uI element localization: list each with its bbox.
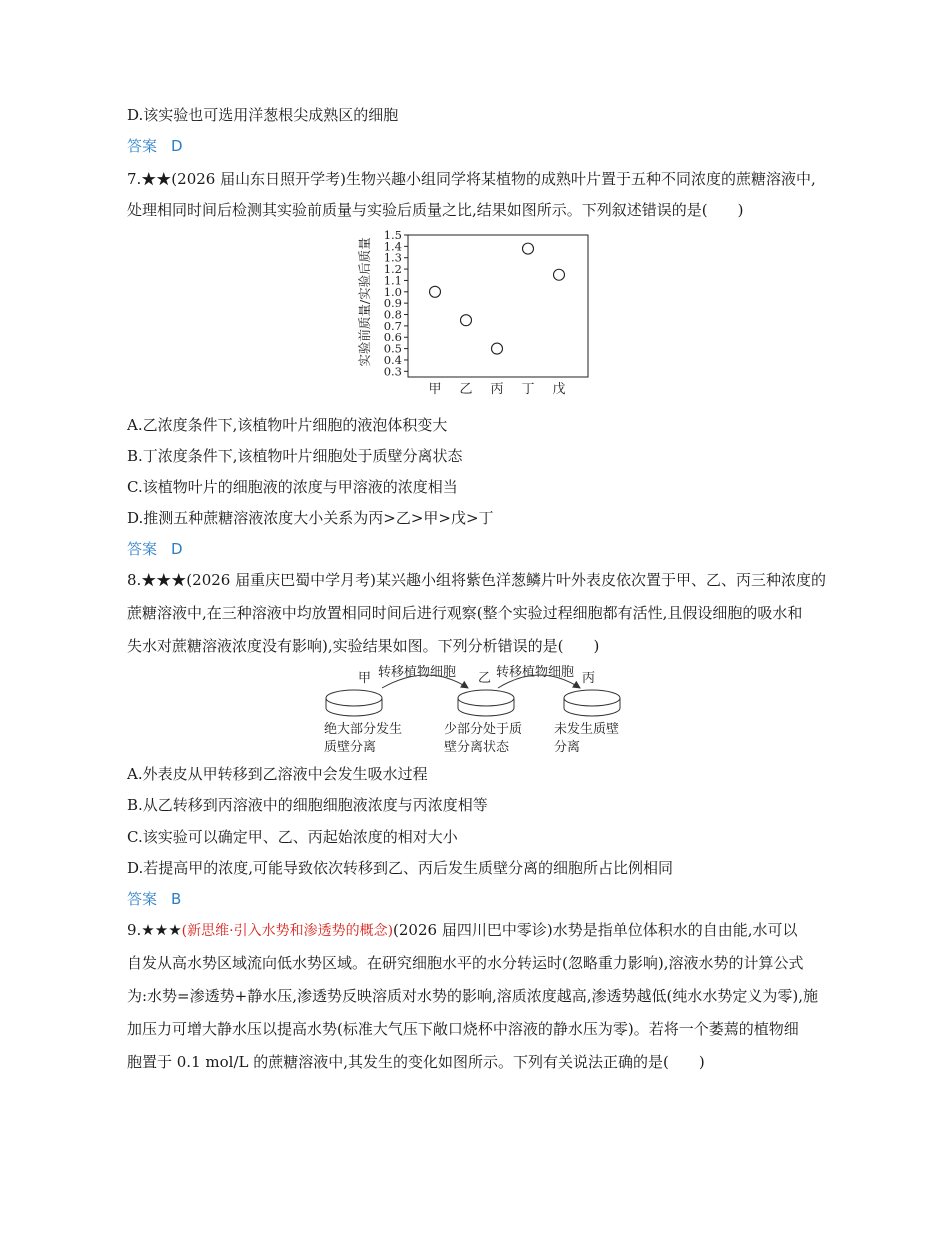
q7-stem-1: )生物兴趣小组同学将某植物的成熟叶片置于五种不同浓度的蔗糖溶液中, xyxy=(340,170,816,188)
q9-stem-line-4: 加压力可增大静水压以提高水势(标准大气压下敞口烧杯中溶液的静水压为零)。若将一个萎蔫的植物细 xyxy=(127,1020,799,1038)
plot-frame xyxy=(408,235,588,377)
q9-stem-line-3: 为:水势=渗透势+静水压,渗透势反映溶质对水势的影响,溶质浓度越高,渗透势越低(纯水水势定义为零),施 xyxy=(127,987,818,1005)
q9-stem-line-5: 胞置于 0.1 mol/L 的蔗糖溶液中,其发生的变化如图所示。下列有关说法正确的是( ) xyxy=(127,1053,705,1071)
q8-stem-line-3: 失水对蔗糖溶液浓度没有影响),实验结果如图。下列分析错误的是( ) xyxy=(127,637,600,655)
y-tick-label: 1.1 xyxy=(383,273,402,288)
x-tick-label: 戊 xyxy=(552,382,566,397)
y-tick-label: 0.6 xyxy=(383,330,402,345)
q8-option-a: A.外表皮从甲转移到乙溶液中会发生吸水过程 xyxy=(127,765,428,783)
answer-label: 答案 xyxy=(127,540,158,558)
q7-stem-line-1 xyxy=(127,169,816,189)
q8-option-b: B.从乙转移到丙溶液中的细胞细胞液浓度与丙浓度相等 xyxy=(127,796,488,814)
q9-stem-line-2: 自发从高水势区域流向低水势区域。在研究细胞水平的水分转运时(忽略重力影响),溶液水势的计算公式 xyxy=(127,954,804,972)
caption-bing-2: 分离 xyxy=(554,740,581,755)
y-tick-label: 1.2 xyxy=(383,262,402,277)
q9-source: (2026 届四川巴中零诊) xyxy=(393,921,553,939)
q7-answer xyxy=(127,539,183,559)
q8-stem-1: )某兴趣小组将紫色洋葱鳞片叶外表皮依次置于甲、乙、丙三种浓度的 xyxy=(370,571,826,589)
petri-dish-jia xyxy=(326,690,382,716)
q6-answer xyxy=(127,136,183,156)
caption-jia-1: 绝大部分发生 xyxy=(324,722,403,737)
chart-ylabel: 实验前质量/实验后质量 xyxy=(357,237,372,367)
q6-option-d: D.该实验也可选用洋葱根尖成熟区的细胞 xyxy=(127,106,399,124)
caption-yi-2: 壁分离状态 xyxy=(444,740,510,755)
y-tick-label: 0.8 xyxy=(383,307,402,322)
q8-stem-line-2: 蔗糖溶液中,在三种溶液中均放置相同时间后进行观察(整个实验过程细胞都有活性,且假设细胞的吸水和 xyxy=(127,604,803,622)
data-point xyxy=(523,243,534,254)
q7-option-a: A.乙浓度条件下,该植物叶片细胞的液泡体积变大 xyxy=(127,416,448,434)
y-tick-label: 1.4 xyxy=(383,239,402,254)
arrow-label-1: 转移植物细胞 xyxy=(378,665,457,680)
petri-dish-bing xyxy=(564,690,620,716)
dish-label-bing: 丙 xyxy=(582,671,596,686)
answer-value: B xyxy=(171,890,182,908)
q7-option-d: D.推测五种蔗糖溶液浓度大小关系为丙>乙>甲>戊>丁 xyxy=(127,509,494,527)
q9-stem-1: 水势是指单位体积水的自由能,水可以 xyxy=(552,921,798,939)
answer-value: D xyxy=(171,137,183,155)
y-tick-label: 0.7 xyxy=(383,318,402,333)
q8-stem-line-1 xyxy=(127,570,826,590)
q7-option-c: C.该植物叶片的细胞液的浓度与甲溶液的浓度相当 xyxy=(127,478,458,496)
y-tick-label: 0.9 xyxy=(383,296,402,311)
data-points xyxy=(430,243,565,354)
y-tick-label: 0.3 xyxy=(383,364,402,379)
dish-label-jia: 甲 xyxy=(358,671,372,686)
y-axis-ticks xyxy=(384,228,408,378)
q7-source: 2026 届山东日照开学考 xyxy=(177,170,341,188)
petri-dish-yi xyxy=(458,690,514,716)
arrow-label-2: 转移植物细胞 xyxy=(496,665,575,680)
q8-answer xyxy=(127,889,181,909)
q8-source: 2026 届重庆巴蜀中学月考 xyxy=(192,571,371,589)
q7-stem-line-2: 处理相同时间后检测其实验前质量与实验后质量之比,结果如图所示。下列叙述错误的是( ) xyxy=(127,201,744,219)
answer-label: 答案 xyxy=(127,137,158,155)
x-tick-label: 丁 xyxy=(521,382,535,397)
x-tick-label: 乙 xyxy=(459,382,473,397)
dish-label-yi: 乙 xyxy=(478,671,492,686)
y-tick-label: 0.4 xyxy=(383,352,402,367)
q8-dish-diagram xyxy=(318,660,638,760)
data-point xyxy=(554,269,565,280)
y-tick-label: 0.5 xyxy=(383,341,402,356)
data-point xyxy=(461,315,472,326)
caption-yi-1: 少部分处于质 xyxy=(444,722,523,737)
q7-scatter-chart xyxy=(355,227,595,403)
x-tick-label: 丙 xyxy=(490,382,504,397)
data-point xyxy=(492,343,503,354)
caption-jia-2: 质壁分离 xyxy=(324,740,377,755)
answer-value: D xyxy=(171,540,183,558)
x-axis-ticks xyxy=(428,381,565,397)
caption-bing-1: 未发生质壁 xyxy=(554,722,620,737)
q9-prefix: 9.★★★ xyxy=(127,921,182,939)
y-tick-label: 1.0 xyxy=(383,284,402,299)
y-tick-label: 1.5 xyxy=(383,228,402,242)
data-point xyxy=(430,286,441,297)
q7-option-b: B.丁浓度条件下,该植物叶片细胞处于质壁分离状态 xyxy=(127,447,463,465)
q9-tag: (新思维·引入水势和渗透势的概念) xyxy=(181,923,394,939)
y-tick-label: 1.3 xyxy=(383,250,402,265)
answer-label: 答案 xyxy=(127,890,158,908)
x-tick-label: 甲 xyxy=(428,382,442,397)
q8-option-d: D.若提高甲的浓度,可能导致依次转移到乙、丙后发生质壁分离的细胞所占比例相同 xyxy=(127,859,674,877)
q7-prefix: 7.★★( xyxy=(127,170,178,188)
q8-option-c: C.该实验可以确定甲、乙、丙起始浓度的相对大小 xyxy=(127,828,458,846)
q8-prefix: 8.★★★( xyxy=(127,571,193,589)
q9-stem-line-1 xyxy=(127,920,797,941)
